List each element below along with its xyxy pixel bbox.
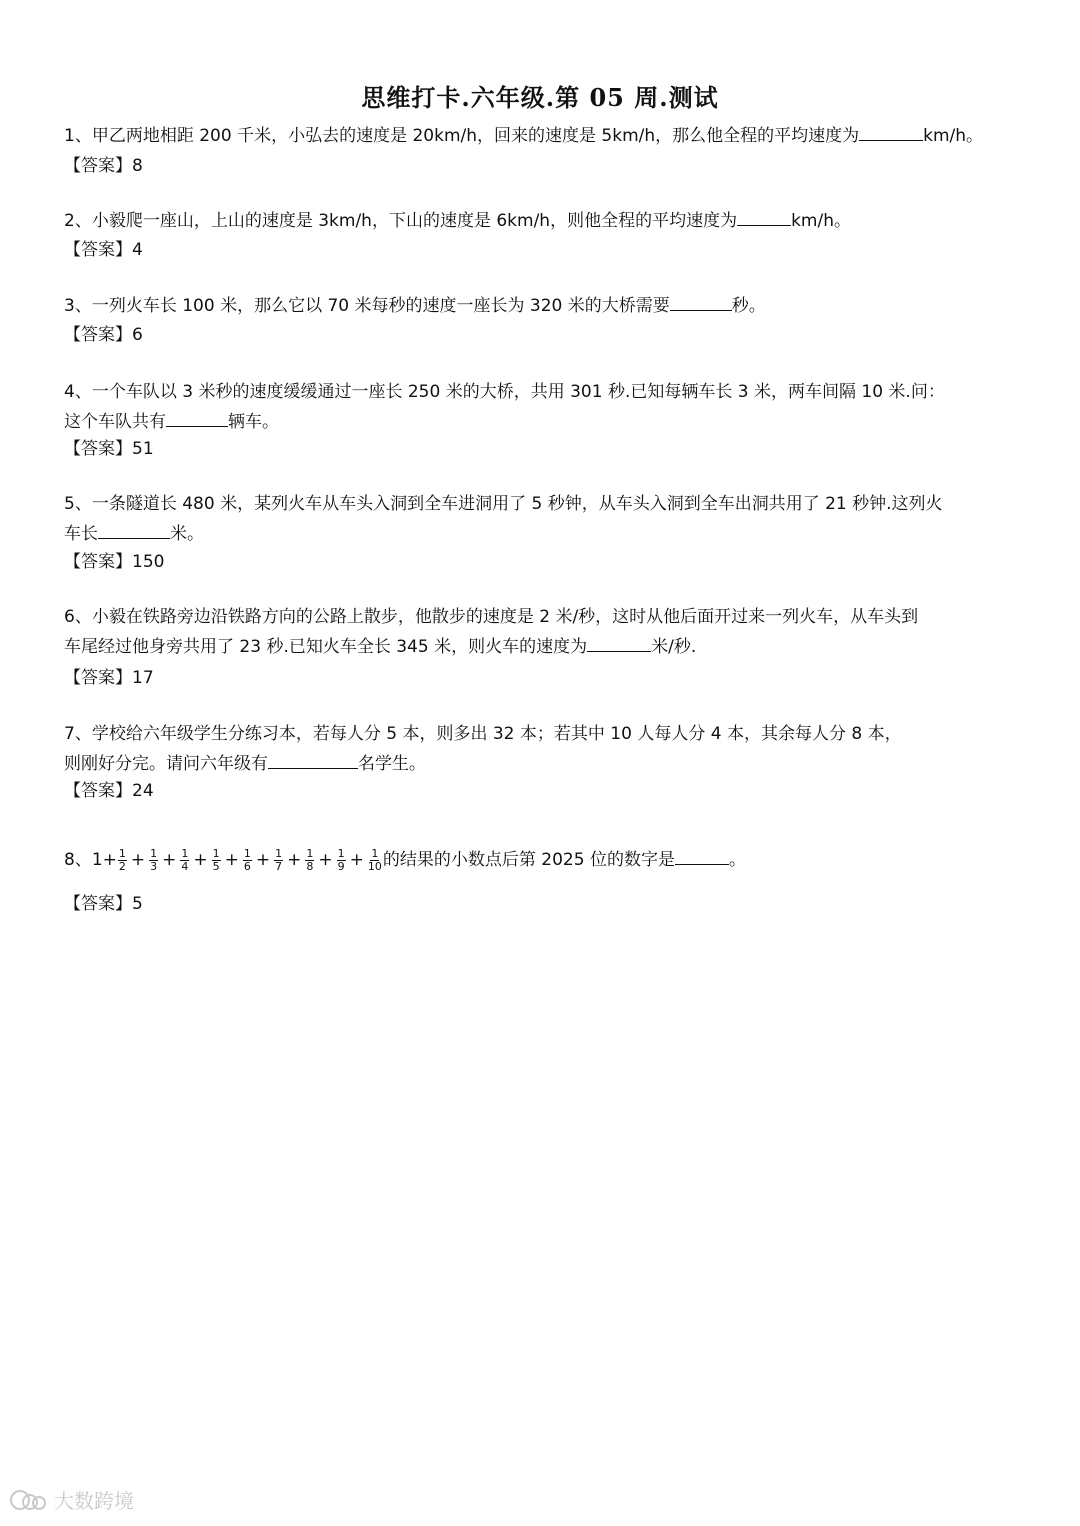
question-5-line1: 5、一条隧道长 480 米，某列火车从车头入洞到全车进洞用了 5 秒钟，从车头入洞到全车出洞共用了 21 秒钟.这列火 [64, 494, 943, 514]
fraction-denominator: 8 [306, 859, 314, 873]
fraction [305, 848, 314, 873]
answer-label: 【答案】 [64, 668, 132, 688]
answer-label: 【答案】 [64, 240, 132, 260]
plus-sign: + [224, 850, 239, 870]
question-8 [64, 842, 1024, 878]
fraction-numerator: 1 [212, 846, 220, 860]
answer-value: 17 [132, 668, 154, 688]
answer-label: 【答案】 [64, 325, 132, 345]
plus-sign: + [162, 850, 177, 870]
question-4-unit: 辆车。 [228, 412, 279, 432]
answer-8 [64, 890, 143, 918]
question-4 [64, 377, 1024, 437]
question-2-text: 2、小毅爬一座山，上山的速度是 3km/h，下山的速度是 6km/h，则他全程的平均速度为 [64, 211, 738, 231]
question-2 [64, 206, 1024, 236]
fraction-numerator: 1 [243, 846, 251, 860]
question-3-text: 3、一列火车长 100 米，那么它以 70 米每秒的速度一座长为 320 米的大桥需要 [64, 296, 670, 316]
question-6-line1: 6、小毅在铁路旁边沿铁路方向的公路上散步，他散步的速度是 2 米/秒，这时从他后面开过来一列火车，从车头到 [64, 607, 919, 627]
answer-4 [64, 435, 154, 463]
fraction [274, 848, 283, 873]
fraction-denominator: 10 [367, 859, 382, 873]
answer-value: 8 [132, 156, 143, 176]
page-title: 思维打卡.六年级.第 05 周.测试 [361, 83, 719, 112]
answer-value: 24 [132, 781, 154, 801]
answer-value: 4 [132, 240, 143, 260]
question-4-line1: 4、一个车队以 3 米秒的速度缓缓通过一座长 250 米的大桥，共用 301 秒.已知每辆车长 3 米，两车间隔 10 米.问： [64, 382, 945, 402]
answer-7 [64, 777, 154, 805]
question-5-unit: 米。 [170, 524, 204, 544]
plus-sign: + [193, 850, 208, 870]
plus-sign: + [349, 850, 364, 870]
fraction-denominator: 3 [150, 859, 158, 873]
answer-blank[interactable] [737, 207, 791, 226]
question-3-unit: 秒。 [731, 296, 766, 316]
fraction [243, 848, 252, 873]
question-1-text: 1、甲乙两地相距 200 千米，小弘去的速度是 20km/h，回来的速度是 5km/h，那么他全程的平均速度为 [64, 126, 860, 146]
answer-1 [64, 152, 143, 180]
fraction [212, 848, 221, 873]
plus-sign: + [255, 850, 271, 870]
fraction-numerator: 1 [306, 846, 314, 860]
fraction [180, 848, 189, 873]
answer-value: 5 [132, 894, 143, 914]
fraction-denominator: 9 [337, 859, 345, 873]
question-3 [64, 291, 1024, 321]
answer-value: 51 [132, 439, 154, 459]
answer-value: 150 [132, 552, 165, 572]
answer-2 [64, 236, 143, 264]
fraction-numerator: 1 [118, 846, 126, 860]
question-8-text-2: 的结果的小数点后第 2025 位的数字是 [382, 850, 675, 870]
watermark-text: 大数跨境 [54, 1489, 134, 1513]
fraction-numerator: 1 [150, 846, 158, 860]
question-4-text: 这个车队共有 [64, 412, 166, 432]
answer-blank[interactable] [675, 846, 729, 865]
watermark [10, 1485, 134, 1514]
question-1 [64, 121, 1024, 151]
answer-blank[interactable] [268, 750, 358, 769]
question-7-line1: 7、学校给六年级学生分练习本，若每人分 5 本，则多出 32 本；若其中 10 人每人分 4 本，其余每人分 8 本， [64, 724, 902, 744]
answer-label: 【答案】 [64, 552, 132, 572]
answer-blank[interactable] [670, 292, 732, 311]
plus-sign: + [287, 850, 302, 870]
answer-3 [64, 321, 143, 349]
watermark-logo-icon [10, 1488, 48, 1512]
answer-blank[interactable] [98, 520, 170, 539]
plus-sign: + [130, 850, 146, 870]
fraction [118, 848, 127, 873]
fraction-denominator: 7 [275, 859, 283, 873]
fraction [337, 848, 346, 873]
fraction-numerator: 1 [337, 846, 345, 860]
fraction-numerator: 1 [371, 846, 379, 860]
answer-blank[interactable] [859, 122, 923, 141]
fraction-numerator: 1 [181, 846, 189, 860]
answer-blank[interactable] [166, 408, 228, 427]
question-5-text: 车长 [64, 524, 98, 544]
question-8-unit: 。 [728, 850, 746, 870]
fraction-denominator: 4 [181, 859, 189, 873]
fraction-denominator: 2 [118, 859, 126, 873]
fraction [149, 848, 158, 873]
fraction [368, 848, 382, 873]
question-2-unit: km/h。 [791, 211, 851, 231]
answer-label: 【答案】 [64, 894, 132, 914]
question-6-text: 车尾经过他身旁共用了 23 秒.已知火车全长 345 米，则火车的速度为 [64, 637, 588, 657]
answer-blank[interactable] [587, 633, 651, 652]
question-5 [64, 489, 1024, 549]
fraction-numerator: 1 [275, 846, 283, 860]
fraction-series [117, 846, 383, 873]
answer-label: 【答案】 [64, 439, 132, 459]
answer-label: 【答案】 [64, 156, 132, 176]
answer-6 [64, 664, 154, 692]
question-6-unit: 米/秒. [651, 637, 697, 657]
question-1-unit: km/h。 [923, 126, 984, 146]
plus-sign: + [318, 850, 333, 870]
question-7 [64, 719, 1024, 779]
answer-label: 【答案】 [64, 781, 132, 801]
fraction-denominator: 6 [243, 859, 251, 873]
question-6 [64, 602, 1024, 662]
question-7-text: 则刚好分完。请问六年级有 [64, 754, 268, 774]
question-7-unit: 名学生。 [358, 754, 426, 774]
fraction-denominator: 5 [212, 859, 220, 873]
answer-5 [64, 548, 164, 576]
question-8-text: 8、1+ [64, 850, 117, 870]
answer-value: 6 [132, 325, 143, 345]
